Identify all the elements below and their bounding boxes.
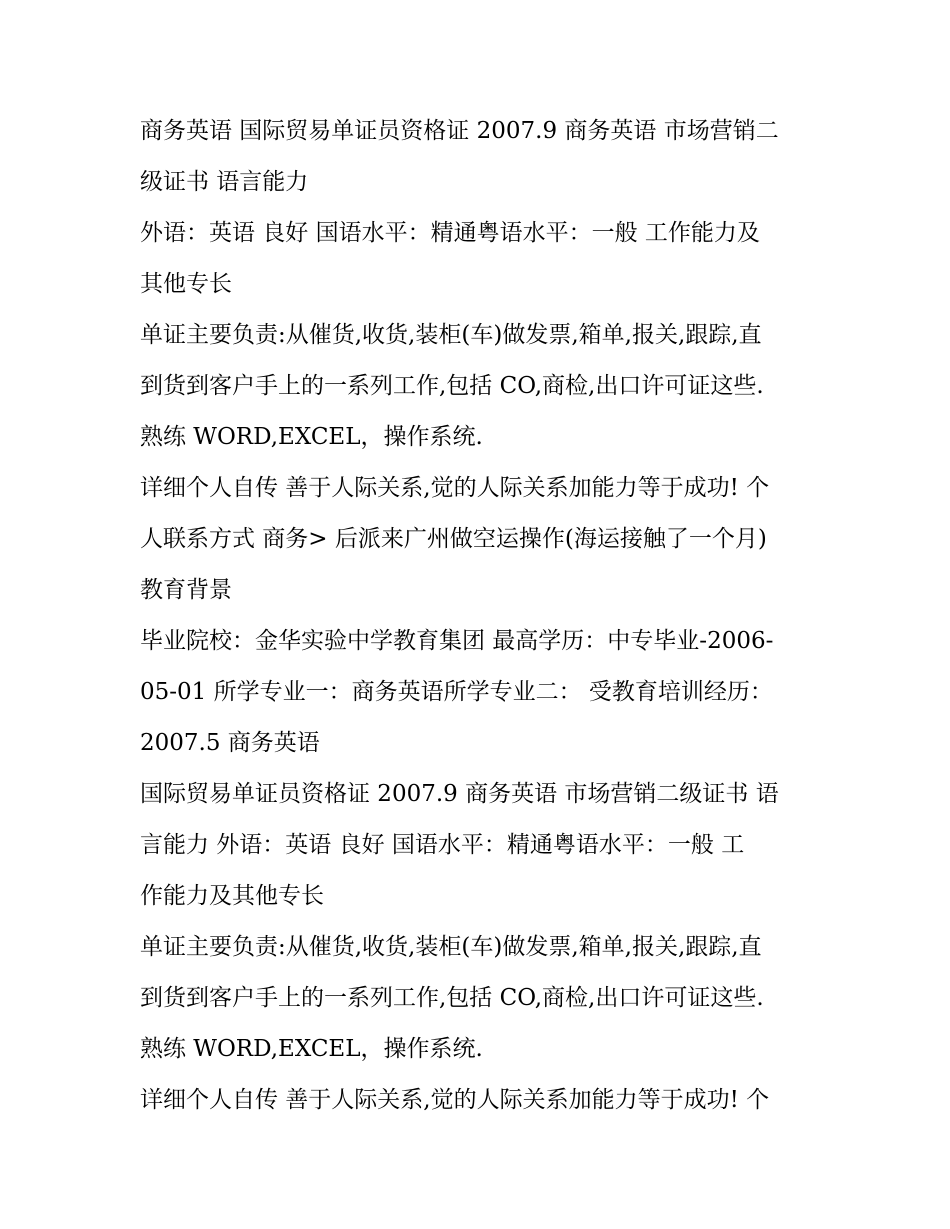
text-line-11: 毕业院校：金华实验中学教育集团 最高学历：中专毕业-2006- <box>140 628 774 654</box>
document-body <box>140 106 812 1126</box>
text-line-12: 05-01 所学专业一：商务英语所学专业二： 受教育培训经历： <box>140 679 773 705</box>
text-line-15: 言能力 外语：英语 良好 国语水平：精通粤语水平：一般 工 <box>140 832 745 858</box>
text-line-19: 熟练 WORD,EXCEL，操作系统. <box>140 1036 483 1062</box>
text-line-1: 商务英语 国际贸易单证员资格证 2007.9 商务英语 市场营销二 <box>140 118 779 144</box>
text-line-20: 详细个人自传 善于人际关系,觉的人际关系加能力等于成功! 个 <box>140 1087 770 1113</box>
text-line-7: 熟练 WORD,EXCEL，操作系统. <box>140 424 483 450</box>
text-line-18: 到货到客户手上的一系列工作,包括 CO,商检,出口许可证这些. <box>140 985 764 1011</box>
text-line-3: 外语：英语 良好 国语水平：精通粤语水平：一般 工作能力及 <box>140 220 760 246</box>
text-line-4: 其他专长 <box>140 271 232 297</box>
text-line-17: 单证主要负责:从催货,收货,装柜(车)做发票,箱单,报关,跟踪,直 <box>140 934 762 960</box>
text-line-6: 到货到客户手上的一系列工作,包括 CO,商检,出口许可证这些. <box>140 373 764 399</box>
text-line-10: 教育背景 <box>140 577 232 603</box>
text-line-9: 人联系方式 商务> 后派来广州做空运操作(海运接触了一个月) <box>140 526 767 552</box>
text-line-14: 国际贸易单证员资格证 2007.9 商务英语 市场营销二级证书 语 <box>140 781 779 807</box>
text-line-16: 作能力及其他专长 <box>140 883 324 909</box>
text-line-5: 单证主要负责:从催货,收货,装柜(车)做发票,箱单,报关,跟踪,直 <box>140 322 762 348</box>
text-line-8: 详细个人自传 善于人际关系,觉的人际关系加能力等于成功! 个 <box>140 475 770 501</box>
text-line-13: 2007.5 商务英语 <box>140 730 320 756</box>
text-line-2: 级证书 语言能力 <box>140 169 309 195</box>
